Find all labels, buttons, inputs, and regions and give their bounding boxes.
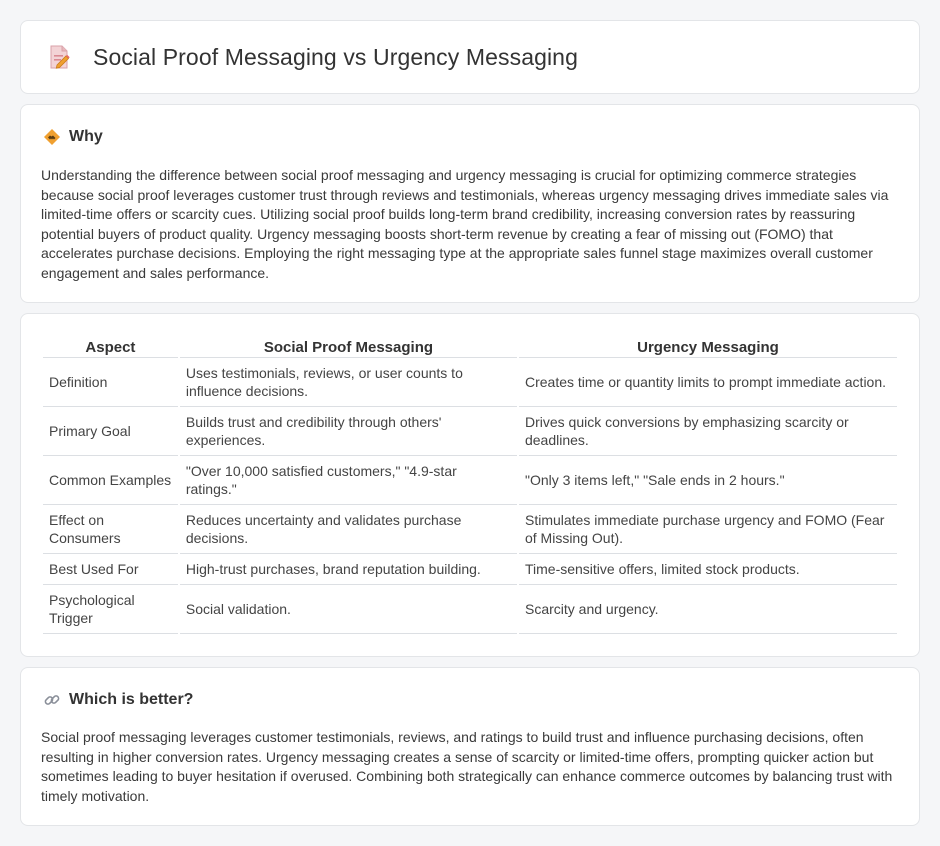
why-section bbox=[20, 104, 920, 303]
comparison-table bbox=[41, 335, 899, 634]
cell-social: "Over 10,000 satisfied customers," "4.9-star ratings." bbox=[180, 456, 517, 505]
table-row bbox=[43, 358, 897, 407]
better-heading: Which is better? bbox=[69, 691, 194, 708]
cell-urgency: "Only 3 items left," "Sale ends in 2 hours." bbox=[519, 456, 897, 505]
cell-urgency: Drives quick conversions by emphasizing scarcity or deadlines. bbox=[519, 407, 897, 456]
cell-aspect: Effect on Consumers bbox=[43, 505, 178, 554]
comparison-section bbox=[20, 313, 920, 657]
cell-aspect: Definition bbox=[43, 358, 178, 407]
table-row bbox=[43, 585, 897, 634]
which-is-better-section bbox=[20, 667, 920, 826]
cell-urgency: Creates time or quantity limits to prompt immediate action. bbox=[519, 358, 897, 407]
cell-aspect: Psychological Trigger bbox=[43, 585, 178, 634]
table-row bbox=[43, 407, 897, 456]
title-row bbox=[21, 21, 919, 93]
cell-aspect: Common Examples bbox=[43, 456, 178, 505]
table-header-row bbox=[43, 335, 897, 358]
cell-social: Social validation. bbox=[180, 585, 517, 634]
why-body: Understanding the difference between social proof messaging and urgency messaging is crucial for optimizing commerce strategies because social proof leverages customer trust through reviews and testimonials, whereas urgency messaging drives immediate sales via limited-time offers or scarcity cues. Utilizing social proof builds long-term brand credibility, increasing conversion rates by reassuring potential buyers of product quality. Urgency messaging boosts short-term revenue by creating a fear of missing out (FOMO) that accelerates purchase decisions. Employing the right messaging type at the appropriate sales funnel stage maximizes overall customer engagement and sales performance. bbox=[41, 167, 889, 281]
handshake-icon bbox=[43, 128, 61, 146]
cell-social: High-trust purchases, brand reputation building. bbox=[180, 554, 517, 585]
cell-social: Builds trust and credibility through others' experiences. bbox=[180, 407, 517, 456]
why-heading: Why bbox=[69, 128, 103, 145]
cell-urgency: Scarcity and urgency. bbox=[519, 585, 897, 634]
cell-social: Uses testimonials, reviews, or user counts to influence decisions. bbox=[180, 358, 517, 407]
table-row bbox=[43, 456, 897, 505]
cell-social: Reduces uncertainty and validates purchase decisions. bbox=[180, 505, 517, 554]
header-aspect: Aspect bbox=[43, 335, 178, 358]
page-title: Social Proof Messaging vs Urgency Messaging bbox=[93, 43, 578, 70]
why-header bbox=[21, 105, 919, 147]
cell-urgency: Time-sensitive offers, limited stock products. bbox=[519, 554, 897, 585]
link-icon bbox=[43, 691, 61, 709]
better-header bbox=[21, 668, 919, 710]
table-row bbox=[43, 554, 897, 585]
better-body: Social proof messaging leverages customer testimonials, reviews, and ratings to build trust and influence purchasing decisions, often resulting in higher conversion rates. Urgency messaging creates a sense of scarcity or limited-time offers, prompting quicker action but sometimes leading to buyer hesitation if overused. Combining both strategically can enhance commerce outcomes by balancing trust with timely motivation. bbox=[41, 729, 893, 804]
header-urgency: Urgency Messaging bbox=[519, 335, 897, 358]
cell-aspect: Primary Goal bbox=[43, 407, 178, 456]
document-pencil-icon bbox=[45, 43, 73, 71]
table-row bbox=[43, 505, 897, 554]
cell-aspect: Best Used For bbox=[43, 554, 178, 585]
cell-urgency: Stimulates immediate purchase urgency and FOMO (Fear of Missing Out). bbox=[519, 505, 897, 554]
header-social-proof: Social Proof Messaging bbox=[180, 335, 517, 358]
title-card bbox=[20, 20, 920, 94]
